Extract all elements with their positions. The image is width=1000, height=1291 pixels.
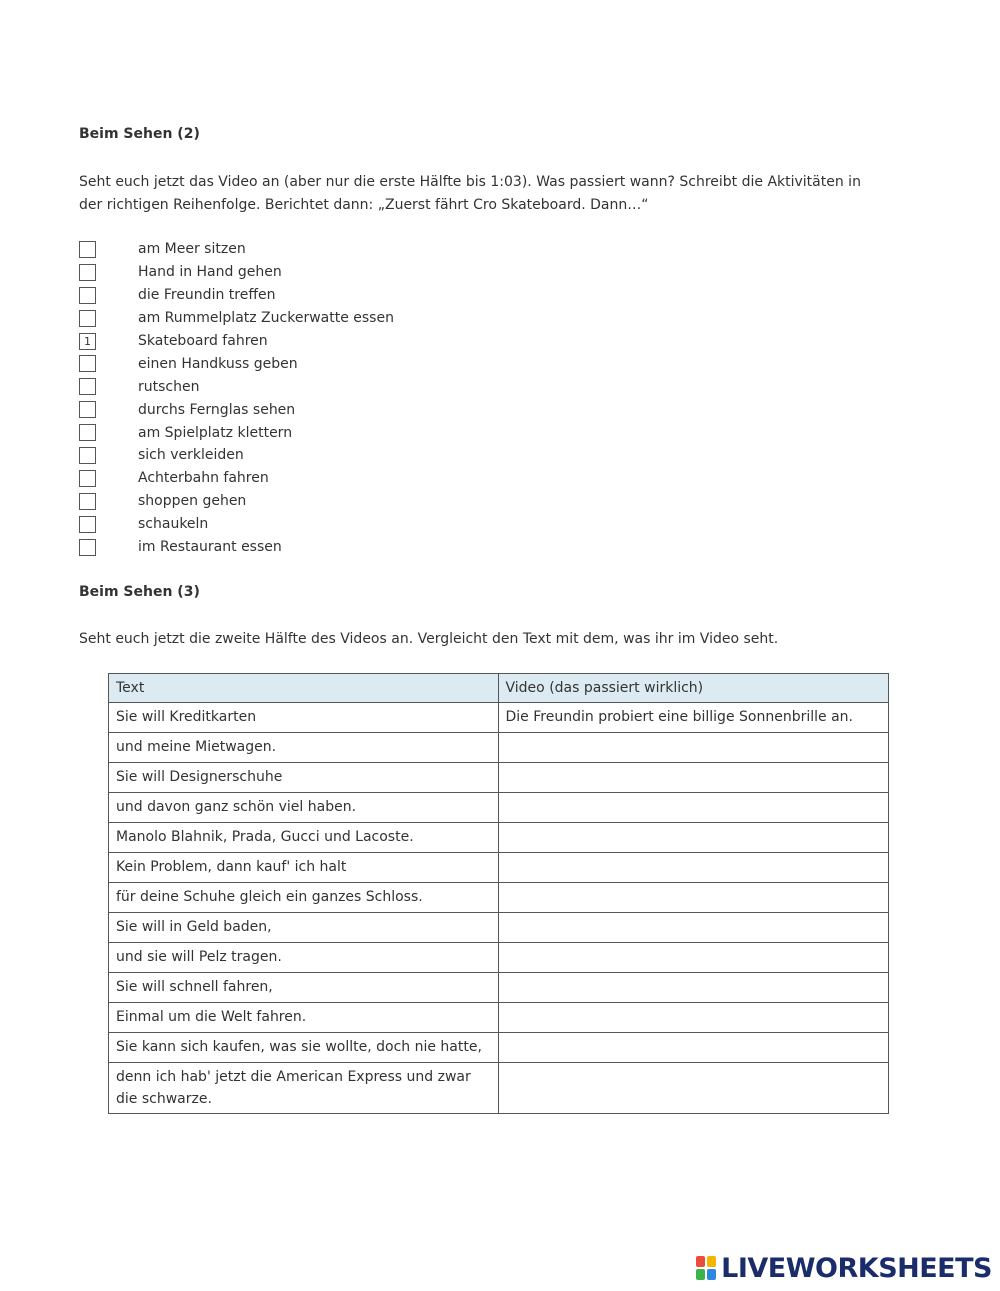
table-row: [109, 943, 889, 973]
comparison-table: [108, 673, 889, 1114]
order-number-box[interactable]: [79, 539, 96, 556]
list-item: [79, 284, 394, 307]
lyric-text-cell: Sie will schnell fahren,: [109, 973, 499, 1003]
order-number-box[interactable]: [79, 241, 96, 258]
section-3-heading: Beim Sehen (3): [79, 584, 200, 600]
table-row: [109, 763, 889, 793]
order-number-box[interactable]: 1: [79, 333, 96, 350]
lyric-text-cell: Sie will Kreditkarten: [109, 703, 499, 733]
activity-label: die Freundin treffen: [138, 287, 276, 304]
liveworksheets-logo-icon: [696, 1256, 718, 1282]
lyric-text-cell: und meine Mietwagen.: [109, 733, 499, 763]
order-number-box[interactable]: [79, 378, 96, 395]
list-item: [79, 375, 394, 398]
activity-label: am Rummelplatz Zuckerwatte essen: [138, 310, 394, 327]
order-number-box[interactable]: [79, 401, 96, 418]
table-row: [109, 793, 889, 823]
list-item: [79, 467, 394, 490]
activity-label: rutschen: [138, 378, 200, 395]
order-number-box[interactable]: [79, 355, 96, 372]
lyric-text-cell: Kein Problem, dann kauf' ich halt: [109, 853, 499, 883]
table-row: [109, 853, 889, 883]
table-row: [109, 823, 889, 853]
activity-label: am Spielplatz klettern: [138, 424, 293, 441]
list-item: [79, 513, 394, 536]
list-item: [79, 536, 394, 559]
order-number-box[interactable]: [79, 516, 96, 533]
video-answer-cell[interactable]: [498, 853, 888, 883]
activity-label: am Meer sitzen: [138, 241, 246, 258]
order-number-box[interactable]: [79, 287, 96, 304]
activity-label: Skateboard fahren: [138, 333, 268, 349]
table-row: [109, 973, 889, 1003]
video-answer-cell[interactable]: Die Freundin probiert eine billige Sonnenbrille an.: [498, 703, 888, 733]
lyric-text-cell: Sie kann sich kaufen, was sie wollte, doch nie hatte,: [109, 1033, 499, 1063]
section-2-instruction: Seht euch jetzt das Video an (aber nur die erste Hälfte bis 1:03). Was passiert wann? Schreibt die Aktivitäten in der richtigen Reihenfolge. Berichtet dann: „Zuerst fährt Cro Skateboard. Dann…“: [79, 174, 861, 213]
video-answer-cell[interactable]: [498, 823, 888, 853]
video-answer-cell[interactable]: [498, 883, 888, 913]
table-row: [109, 1063, 889, 1114]
order-number-box[interactable]: [79, 264, 96, 281]
list-item: [79, 330, 394, 353]
activity-label: schaukeln: [138, 516, 209, 533]
lyric-text-cell: denn ich hab' jetzt die American Express und zwar die schwarze.: [109, 1063, 499, 1114]
lyric-text-cell: für deine Schuhe gleich ein ganzes Schloss.: [109, 883, 499, 913]
section-2-heading: Beim Sehen (2): [79, 126, 200, 142]
order-number-box[interactable]: [79, 310, 96, 327]
activity-label: Achterbahn fahren: [138, 470, 269, 487]
video-answer-cell[interactable]: [498, 733, 888, 763]
list-item: [79, 490, 394, 513]
activity-label: durchs Fernglas sehen: [138, 401, 296, 418]
video-answer-cell[interactable]: [498, 913, 888, 943]
list-item: [79, 398, 394, 421]
activity-list: [79, 238, 394, 558]
lyric-text-cell: Sie will in Geld baden,: [109, 913, 499, 943]
list-item: [79, 261, 394, 284]
list-item: [79, 238, 394, 261]
lyric-text-cell: und sie will Pelz tragen.: [109, 943, 499, 973]
order-number-box[interactable]: [79, 424, 96, 441]
video-answer-cell[interactable]: [498, 1003, 888, 1033]
activity-label: Hand in Hand gehen: [138, 264, 282, 281]
liveworksheets-logo: [696, 1253, 992, 1284]
lyric-text-cell: Sie will Designerschuhe: [109, 763, 499, 793]
video-answer-cell[interactable]: [498, 943, 888, 973]
lyric-text-cell: Manolo Blahnik, Prada, Gucci und Lacoste.: [109, 823, 499, 853]
table-row: [109, 913, 889, 943]
video-answer-cell[interactable]: [498, 1063, 888, 1114]
table-row: [109, 1033, 889, 1063]
activity-label: einen Handkuss geben: [138, 355, 298, 372]
section-3-instruction: Seht euch jetzt die zweite Hälfte des Videos an. Vergleicht den Text mit dem, was ihr im Video seht.: [79, 631, 779, 647]
column-header-video: Video (das passiert wirklich): [498, 674, 888, 703]
table-row: [109, 883, 889, 913]
lyric-text-cell: und davon ganz schön viel haben.: [109, 793, 499, 823]
video-answer-cell[interactable]: [498, 1033, 888, 1063]
table-row: [109, 1003, 889, 1033]
list-item: [79, 352, 394, 375]
order-number-box[interactable]: [79, 470, 96, 487]
liveworksheets-logo-text: LIVEWORKSHEETS: [721, 1253, 992, 1284]
activity-label: sich verkleiden: [138, 447, 244, 464]
video-answer-cell[interactable]: [498, 763, 888, 793]
activity-label: shoppen gehen: [138, 493, 247, 510]
column-header-text: Text: [109, 674, 499, 703]
order-number-box[interactable]: [79, 493, 96, 510]
video-answer-cell[interactable]: [498, 793, 888, 823]
table-row: [109, 703, 889, 733]
table-row: [109, 733, 889, 763]
activity-label: im Restaurant essen: [138, 539, 282, 556]
lyric-text-cell: Einmal um die Welt fahren.: [109, 1003, 499, 1033]
list-item: [79, 307, 394, 330]
order-number-box[interactable]: [79, 447, 96, 464]
list-item: [79, 444, 394, 467]
table-header-row: [109, 674, 889, 703]
video-answer-cell[interactable]: [498, 973, 888, 1003]
list-item: [79, 421, 394, 444]
